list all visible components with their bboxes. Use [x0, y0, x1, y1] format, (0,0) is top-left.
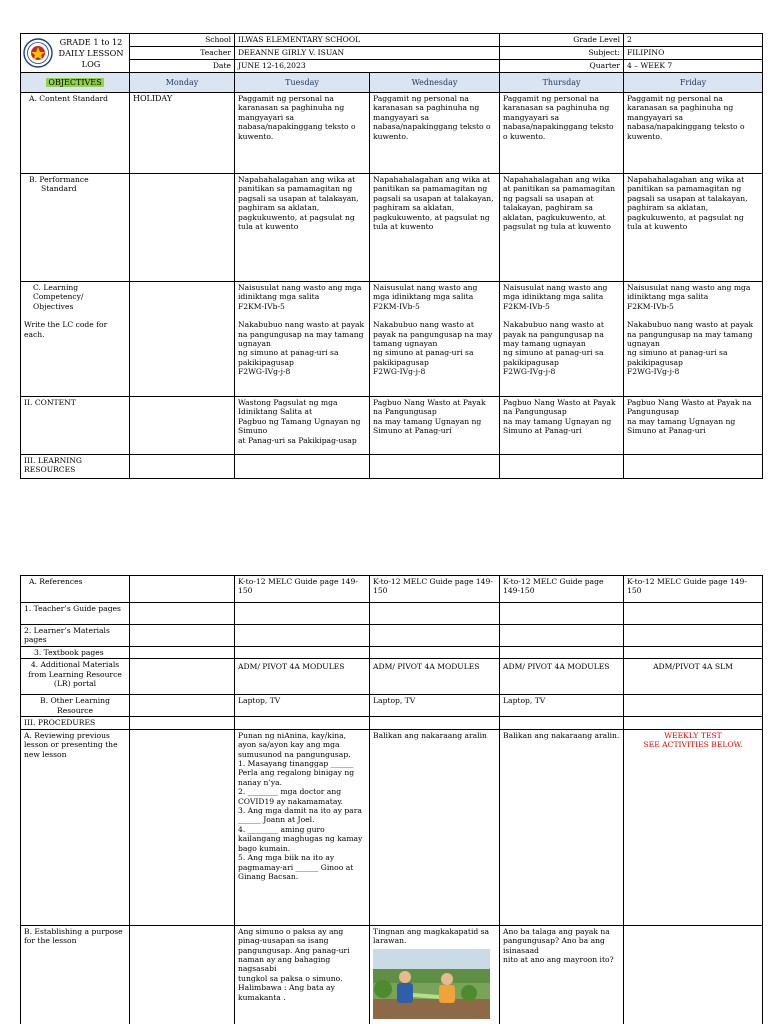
row-label-textbook: 3. Textbook pages [21, 647, 130, 659]
title-line-2: DAILY LESSON [58, 47, 124, 58]
day-friday: Friday [624, 73, 763, 93]
reviewing-thursday: Balikan ang nakaraang aralin. [500, 729, 624, 925]
references-friday: K-to-12 MELC Guide page 149-150 [624, 576, 763, 603]
day-thursday: Thursday [500, 73, 624, 93]
quarter-label: Quarter [500, 60, 624, 73]
references-wednesday: K-to-12 MELC Guide page 149-150 [370, 576, 500, 603]
reviewing-tuesday: Punan ng niAnina, kay/kina, ayon sa/ayon kay ang mga sumusunod na pangungusap. 1. Masayang tinanggap ______ Perla ang regalong binigay ng nanay n’ya. 2. ________ mga doctor ang COVID19 ay nakamamatay. 3. Ang mga damit na ito ay para ______ Joann at Joel. 4. ________ aming guro kailangang maghugas ng kamay bago kumain. 5. Ang mga biik na ito ay pagmamay-ari ______ Ginoo at Ginang Bacsan. [235, 729, 370, 925]
performance-standard-tuesday: Napahahalagahan ang wika at panitikan sa pamamagitan ng pagsali sa usapan at talakayan, paghiram sa aklatan, pagkukuwento, at pagsulat ng tula at kuwento [235, 174, 370, 282]
row-label-content-standard: A. Content Standard [21, 93, 130, 174]
learners-materials-wednesday [370, 625, 500, 647]
school-label: School [130, 34, 235, 47]
quarter-value: 4 – WEEK 7 [624, 60, 763, 73]
row-label-learning-competency: C. Learning Competency/ Objectives Write the LC code for each. [21, 282, 130, 397]
references-thursday: K-to-12 MELC Guide page 149-150 [500, 576, 624, 603]
learning-competency-tuesday: Naisusulat nang wasto ang mga idiniktang mga salita F2KM-IVb-5 Nakabubuo nang wasto at payak na pangungusap na may tamang ugnayan ng simuno at panag-uri sa pakikipagusap F2WG-IVg-j-8 [235, 282, 370, 397]
performance-standard-thursday: Napahahalagahan ang wika at panitikan sa pamamagitan ng pagsali sa usapan at talakayan, paghiram sa aklatan, pagkukuwento, at pagsulat ng tula at kuwento [500, 174, 624, 282]
date-value: JUNE 12-16,2023 [235, 60, 500, 73]
learning-resources-friday [624, 455, 763, 479]
textbook-thursday [500, 647, 624, 659]
teachers-guide-wednesday [370, 603, 500, 625]
content-standard-wednesday: Paggamit ng personal na karanasan sa paghinuha ng mangyayari sa nabasa/napakinggang teksto o kuwento. [370, 93, 500, 174]
school-value: ILWAS ELEMENTARY SCHOOL [235, 34, 500, 47]
additional-materials-friday: ADM/PIVOT 4A SLM [624, 659, 763, 695]
row-label-additional-materials: 4. Additional Materials from Learning Resource (LR) portal [21, 659, 130, 695]
procedures-friday [624, 717, 763, 729]
procedures-wednesday [370, 717, 500, 729]
additional-materials-thursday: ADM/ PIVOT 4A MODULES [500, 659, 624, 695]
reviewing-monday [130, 729, 235, 925]
row-label-content: II. CONTENT [21, 397, 130, 455]
other-resource-monday [130, 695, 235, 717]
textbook-friday [624, 647, 763, 659]
learning-resources-thursday [500, 455, 624, 479]
row-label-other-learning-resource: B. Other Learning Resource [21, 695, 130, 717]
content-thursday: Pagbuo Nang Wasto at Payak na Pangungusap na may tamang Ugnayan ng Simuno at Panag-uri [500, 397, 624, 455]
deped-seal-icon [23, 38, 53, 68]
learners-materials-monday [130, 625, 235, 647]
procedures-monday [130, 717, 235, 729]
row-label-establishing-purpose: B. Establishing a purpose for the lesson [21, 925, 130, 1024]
day-monday: Monday [130, 73, 235, 93]
day-wednesday: Wednesday [370, 73, 500, 93]
teachers-guide-monday [130, 603, 235, 625]
lesson-log-table-2 [20, 575, 763, 1024]
learners-materials-tuesday [235, 625, 370, 647]
title-line-1: GRADE 1 to 12 [59, 36, 123, 47]
references-tuesday: K-to-12 MELC Guide page 149-150 [235, 576, 370, 603]
content-friday: Pagbuo Nang Wasto at Payak na Pangungusap na may tamang Ugnayan ng Simuno at Panag-uri [624, 397, 763, 455]
additional-materials-wednesday: ADM/ PIVOT 4A MODULES [370, 659, 500, 695]
reviewing-wednesday: Balikan ang nakaraang aralin [370, 729, 500, 925]
learning-resources-monday [130, 455, 235, 479]
row-label-performance-standard: B. Performance Standard [21, 174, 130, 282]
other-resource-wednesday: Laptop, TV [370, 695, 500, 717]
subject-value: FILIPINO [624, 47, 763, 60]
performance-standard-monday [130, 174, 235, 282]
learning-competency-friday: Naisusulat nang wasto ang mga idiniktang mga salita F2KM-IVb-5 Nakabubuo nang wasto at payak na pangungusap na may tamang ugnayan ng simuno at panag-uri sa pakikipagusap F2WG-IVg-j-8 [624, 282, 763, 397]
grade-level-value: 2 [624, 34, 763, 47]
header-logo-title-cell [21, 34, 130, 73]
learning-competency-wednesday: Naisusulat nang wasto ang mga idiniktang mga salita F2KM-IVb-5 Nakabubuo nang wasto at payak na pangungusap na may tamang ugnayan ng simuno at panag-uri sa pakikipagusap F2WG-IVg-j-8 [370, 282, 500, 397]
teachers-guide-thursday [500, 603, 624, 625]
title-line-3: LOG [81, 58, 101, 69]
lesson-log-table-1 [20, 33, 763, 479]
teachers-guide-tuesday [235, 603, 370, 625]
content-wednesday: Pagbuo Nang Wasto at Payak na Pangungusap na may tamang Ugnayan ng Simuno at Panag-uri [370, 397, 500, 455]
establishing-monday [130, 925, 235, 1024]
learning-competency-thursday: Naisusulat nang wasto ang mga idiniktang mga salita F2KM-IVb-5 Nakabubuo nang wasto at payak na pangungusap na may tamang ugnayan ng simuno at panag-uri sa pakikipagusap F2WG-IVg-j-8 [500, 282, 624, 397]
subject-label: Subject: [500, 47, 624, 60]
procedures-thursday [500, 717, 624, 729]
learners-materials-friday [624, 625, 763, 647]
additional-materials-tuesday: ADM/ PIVOT 4A MODULES [235, 659, 370, 695]
learning-resources-wednesday [370, 455, 500, 479]
siblings-photo [373, 949, 490, 1019]
textbook-monday [130, 647, 235, 659]
other-resource-thursday: Laptop, TV [500, 695, 624, 717]
row-label-learning-resources: III. LEARNING RESOURCES [21, 455, 130, 479]
other-resource-friday [624, 695, 763, 717]
date-label: Date [130, 60, 235, 73]
learners-materials-thursday [500, 625, 624, 647]
establishing-tuesday: Ang simuno o paksa ay ang pinag-uusapan sa isang pangungusap. Ang panag-uri naman ay ang bahaging nagsasabi tungkol sa paksa o simuno. Halimbawa : Ang bata ay kumakanta . [235, 925, 370, 1024]
weekly-test-note: WEEKLY TEST SEE ACTIVITIES BELOW. [624, 729, 763, 925]
objectives-header: OBJECTIVES [21, 73, 130, 93]
procedures-tuesday [235, 717, 370, 729]
learning-competency-monday [130, 282, 235, 397]
grade-level-label: Grade Level [500, 34, 624, 47]
textbook-wednesday [370, 647, 500, 659]
row-label-references: A. References [21, 576, 130, 603]
establishing-friday [624, 925, 763, 1024]
content-tuesday: Wastong Pagsulat ng mga Idiniktang Salita at Pagbuo ng Tamang Ugnayan ng Simuno at Panag-uri sa Pakikipag-usap [235, 397, 370, 455]
performance-standard-friday: Napahahalagahan ang wika at panitikan sa pamamagitan ng pagsali sa usapan at talakayan, paghiram sa aklatan, pagkukuwento, at pagsulat ng tula at kuwento [624, 174, 763, 282]
references-monday [130, 576, 235, 603]
establishing-wednesday: Tingnan ang magkakapatid sa larawan. [370, 925, 500, 1024]
additional-materials-monday [130, 659, 235, 695]
teacher-label: Teacher [130, 47, 235, 60]
day-tuesday: Tuesday [235, 73, 370, 93]
content-standard-monday: HOLIDAY [130, 93, 235, 174]
other-resource-tuesday: Laptop, TV [235, 695, 370, 717]
teachers-guide-friday [624, 603, 763, 625]
content-monday [130, 397, 235, 455]
content-standard-friday: Paggamit ng personal na karanasan sa paghinuha ng mangyayari sa nabasa/napakinggang teksto o kuwento. [624, 93, 763, 174]
content-standard-tuesday: Paggamit ng personal na karanasan sa paghinuha ng mangyayari sa nabasa/napakinggang teksto o kuwento. [235, 93, 370, 174]
teacher-value: DEEANNE GIRLY V. ISUAN [235, 47, 500, 60]
establishing-thursday: Ano ba talaga ang payak na pangungusap? Ano ba ang isinasaad nito at ano ang mayroon ito? [500, 925, 624, 1024]
content-standard-thursday: Paggamit ng personal na karanasan sa paghinuha ng mangyayari sa nabasa/napakinggang teksto o kuwento. [500, 93, 624, 174]
learning-resources-tuesday [235, 455, 370, 479]
row-label-teachers-guide: 1. Teacher’s Guide pages [21, 603, 130, 625]
row-label-learners-materials: 2. Learner’s Materials pages [21, 625, 130, 647]
row-label-reviewing: A. Reviewing previous lesson or presenting the new lesson [21, 729, 130, 925]
performance-standard-wednesday: Napahahalagahan ang wika at panitikan sa pamamagitan ng pagsali sa usapan at talakayan, paghiram sa aklatan, pagkukuwento, at pagsulat ng tula at kuwento [370, 174, 500, 282]
textbook-tuesday [235, 647, 370, 659]
row-label-procedures: III. PROCEDURES [21, 717, 130, 729]
